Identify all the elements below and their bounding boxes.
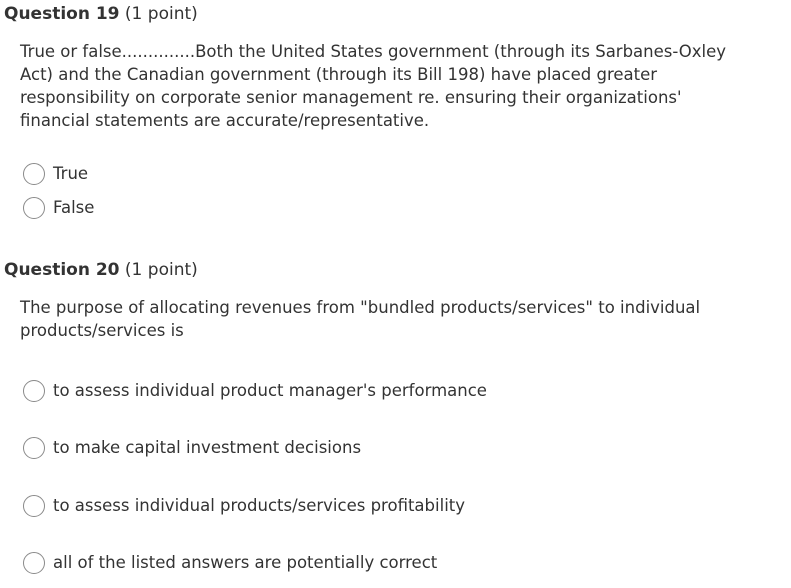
option-label[interactable]: all of the listed answers are potentially correct xyxy=(53,553,438,572)
question-19-text xyxy=(20,40,780,132)
option-capital-investment[interactable] xyxy=(23,435,361,461)
option-label[interactable]: False xyxy=(53,198,95,217)
option-true[interactable] xyxy=(23,161,88,187)
question-title: Question 20 xyxy=(4,260,120,280)
option-false[interactable] xyxy=(23,195,94,221)
question-text-line: responsibility on corporate senior management re. ensuring their organizations' xyxy=(20,88,682,107)
question-text-line: Act) and the Canadian government (through its Bill 198) have placed greater xyxy=(20,65,658,84)
question-points: (1 point) xyxy=(124,260,198,280)
radio-button[interactable] xyxy=(23,163,45,185)
radio-button[interactable] xyxy=(23,380,45,402)
option-all-correct[interactable] xyxy=(23,550,437,576)
option-label[interactable]: to make capital investment decisions xyxy=(53,438,362,457)
question-20-header xyxy=(4,259,198,281)
radio-button[interactable] xyxy=(23,197,45,219)
question-points: (1 point) xyxy=(124,4,198,24)
question-text-line: The purpose of allocating revenues from "bundled products/services" to individual xyxy=(20,298,701,317)
question-20-text xyxy=(20,296,780,342)
question-text-line: True or false..............Both the United States government (through its Sarbanes-Oxley xyxy=(20,42,727,61)
option-label[interactable]: to assess individual product manager's performance xyxy=(53,381,487,400)
option-assess-manager-performance[interactable] xyxy=(23,378,487,404)
question-19-header xyxy=(4,3,198,25)
question-text-line: products/services is xyxy=(20,321,184,340)
option-assess-profitability[interactable] xyxy=(23,493,465,519)
radio-button[interactable] xyxy=(23,495,45,517)
question-title: Question 19 xyxy=(4,4,120,24)
option-label[interactable]: to assess individual products/services profitability xyxy=(53,496,466,515)
question-text-line: financial statements are accurate/representative. xyxy=(20,111,430,130)
option-label[interactable]: True xyxy=(53,164,89,183)
radio-button[interactable] xyxy=(23,437,45,459)
radio-button[interactable] xyxy=(23,552,45,574)
